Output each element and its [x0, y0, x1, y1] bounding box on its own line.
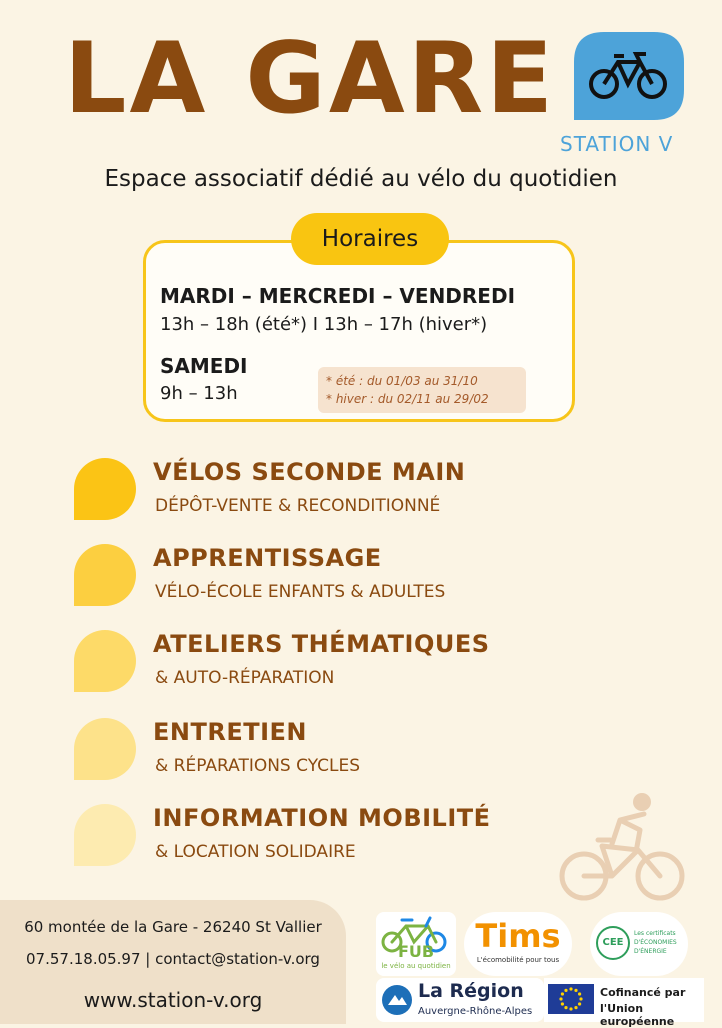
feature-subtitle: DÉPÔT-VENTE & RECONDITIONNÉ	[155, 496, 441, 516]
feature-title: INFORMATION MOBILITÉ	[153, 804, 491, 832]
cee-text-2: D'ÉCONOMIES	[634, 939, 677, 946]
days-weekday: MARDI – MERCREDI – VENDREDI	[160, 284, 516, 308]
region-sub: Auvergne-Rhône-Alpes	[418, 1006, 533, 1017]
feature-title: APPRENTISSAGE	[153, 544, 382, 572]
phone-email[interactable]: 07.57.18.05.97 | contact@station-v.org	[26, 950, 320, 968]
cee-text-1: Les certificats	[634, 930, 676, 937]
feature-subtitle: & LOCATION SOLIDAIRE	[155, 842, 356, 862]
days-saturday: SAMEDI	[160, 354, 248, 378]
tims-tagline: L'écomobilité pour tous	[476, 956, 560, 964]
tims-logo	[464, 912, 572, 976]
page-title: LA GARE	[64, 22, 557, 136]
region-icon	[380, 983, 414, 1017]
tims-name: Tims	[475, 917, 561, 955]
eu-flag-icon	[548, 984, 594, 1014]
feature-bubble-icon	[74, 630, 136, 692]
eu-text-2: l'Union européenne	[600, 1002, 675, 1028]
feature-title: ENTRETIEN	[153, 718, 308, 746]
address: 60 montée de la Gare - 26240 St Vallier	[24, 918, 322, 936]
eu-logo	[544, 978, 704, 1028]
hours-saturday: 9h – 13h	[160, 383, 238, 404]
cee-text-3: D'ÉNERGIE	[634, 948, 667, 955]
feature-bubble-icon	[74, 458, 136, 520]
season-note	[318, 367, 526, 413]
feature-title: VÉLOS SECONDE MAIN	[153, 458, 466, 486]
region-logo	[376, 978, 544, 1022]
fub-logo	[376, 912, 456, 976]
hours-label: Horaires	[291, 213, 449, 265]
region-name: La Région	[418, 980, 524, 1002]
logo-text: STATION V	[560, 132, 674, 156]
season-note-summer: * été : du 01/03 au 31/10	[326, 374, 478, 388]
subtitle: Espace associatif dédié au vélo du quotidien	[104, 166, 618, 192]
feature-bubble-icon	[74, 718, 136, 780]
fub-tagline: le vélo au quotidien	[381, 962, 451, 970]
feature-subtitle: & RÉPARATIONS CYCLES	[155, 756, 361, 776]
hours-weekday: 13h – 18h (été*) I 13h – 17h (hiver*)	[160, 314, 488, 335]
fub-name: FUB	[397, 942, 435, 961]
eu-text-1: Cofinancé par	[600, 986, 686, 999]
cee-logo	[590, 912, 688, 976]
feature-bubble-icon	[74, 804, 136, 866]
station-v-logo	[574, 32, 684, 120]
website-link[interactable]: www.station-v.org	[83, 988, 263, 1012]
cee-badge: CEE	[596, 926, 630, 960]
feature-bubble-icon	[74, 544, 136, 606]
feature-title: ATELIERS THÉMATIQUES	[153, 630, 490, 658]
cyclist-icon	[556, 792, 686, 904]
feature-subtitle: & AUTO-RÉPARATION	[155, 668, 335, 688]
season-note-winter: * hiver : du 02/11 au 29/02	[326, 392, 489, 406]
feature-subtitle: VÉLO-ÉCOLE ENFANTS & ADULTES	[155, 582, 446, 602]
